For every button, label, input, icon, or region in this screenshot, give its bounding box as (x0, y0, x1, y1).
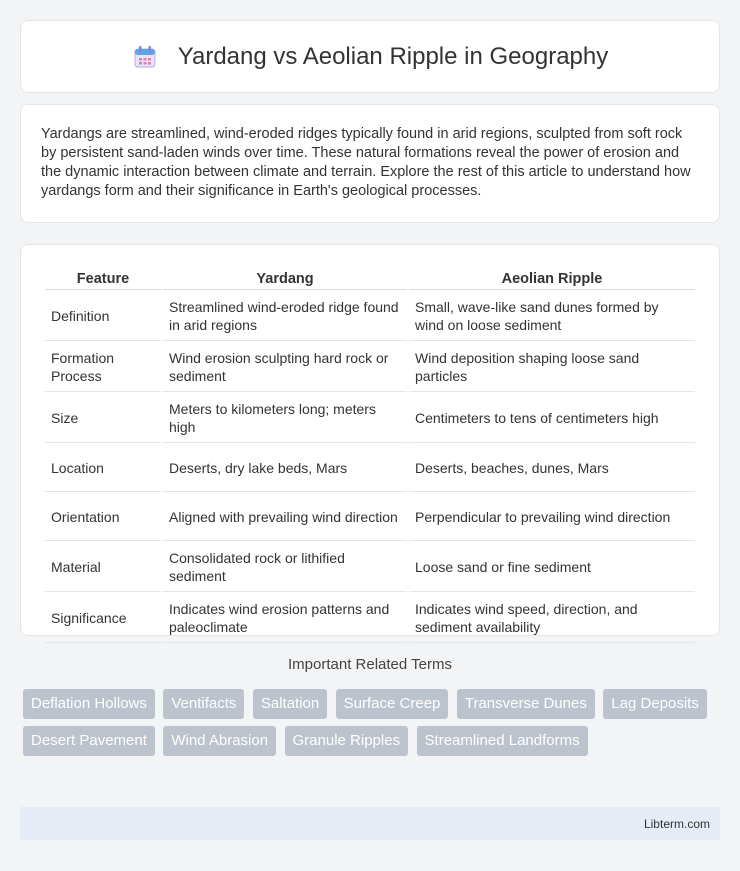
related-term-tag[interactable]: Granule Ripples (285, 726, 409, 756)
related-term-tag[interactable]: Lag Deposits (603, 689, 707, 719)
related-terms-title: Important Related Terms (288, 656, 452, 673)
table-row (45, 445, 695, 492)
table-cell: Deserts, dry lake beds, Mars (163, 445, 407, 492)
page-title: Yardang vs Aeolian Ripple in Geography (177, 42, 609, 70)
footer-site-link[interactable]: Libterm.com (643, 816, 710, 831)
table-cell: Deserts, beaches, dunes, Mars (409, 445, 695, 492)
column-header-feature: Feature (45, 267, 161, 290)
related-term-tag[interactable]: Saltation (253, 689, 327, 719)
table-row (45, 292, 695, 341)
related-term-tag[interactable]: Streamlined Landforms (417, 726, 588, 756)
related-term-tag[interactable]: Deflation Hollows (23, 689, 155, 719)
table-cell: Location (45, 445, 161, 492)
table-cell: Indicates wind erosion patterns and paleoclimate (163, 594, 407, 643)
table-cell: Orientation (45, 494, 161, 541)
table-cell: Significance (45, 594, 161, 643)
table-cell: Indicates wind speed, direction, and sediment availability (409, 594, 695, 643)
table-cell: Size (45, 394, 161, 443)
comparison-table-card (20, 244, 720, 636)
table-cell: Formation Process (45, 343, 161, 392)
intro-paragraph: Yardangs are streamlined, wind-eroded ridges typically found in arid regions, sculpted from soft rock by persistent sand-laden winds over time. These natural formations reveal the power of erosion and the dynamic interaction between climate and terrain. Explore the rest of this article to understand how yardangs form and their significance in Earth's geological processes. (20, 104, 720, 223)
related-term-tag[interactable]: Transverse Dunes (457, 689, 595, 719)
related-term-tag[interactable]: Ventifacts (163, 689, 244, 719)
table-cell: Aligned with prevailing wind direction (163, 494, 407, 541)
table-cell: Streamlined wind-eroded ridge found in arid regions (163, 292, 407, 341)
table-cell: Centimeters to tens of centimeters high (409, 394, 695, 443)
table-row (45, 394, 695, 443)
table-cell: Loose sand or fine sediment (409, 543, 695, 592)
related-terms-list (23, 689, 723, 763)
page-header (20, 20, 720, 93)
calendar-icon (132, 44, 158, 70)
related-term-tag[interactable]: Wind Abrasion (163, 726, 276, 756)
table-row (45, 594, 695, 643)
related-term-tag[interactable]: Surface Creep (336, 689, 449, 719)
column-header-yardang: Yardang (163, 267, 407, 290)
table-row (45, 543, 695, 592)
table-cell: Consolidated rock or lithified sediment (163, 543, 407, 592)
footer (20, 807, 720, 840)
table-cell: Small, wave-like sand dunes formed by wind on loose sediment (409, 292, 695, 341)
table-cell: Wind erosion sculpting hard rock or sediment (163, 343, 407, 392)
table-cell: Material (45, 543, 161, 592)
table-row (45, 343, 695, 392)
column-header-aeolian-ripple: Aeolian Ripple (409, 267, 695, 290)
table-row (45, 494, 695, 541)
related-term-tag[interactable]: Desert Pavement (23, 726, 155, 756)
comparison-table (43, 265, 697, 645)
table-cell: Definition (45, 292, 161, 341)
table-cell: Wind deposition shaping loose sand particles (409, 343, 695, 392)
table-cell: Perpendicular to prevailing wind direction (409, 494, 695, 541)
table-cell: Meters to kilometers long; meters high (163, 394, 407, 443)
